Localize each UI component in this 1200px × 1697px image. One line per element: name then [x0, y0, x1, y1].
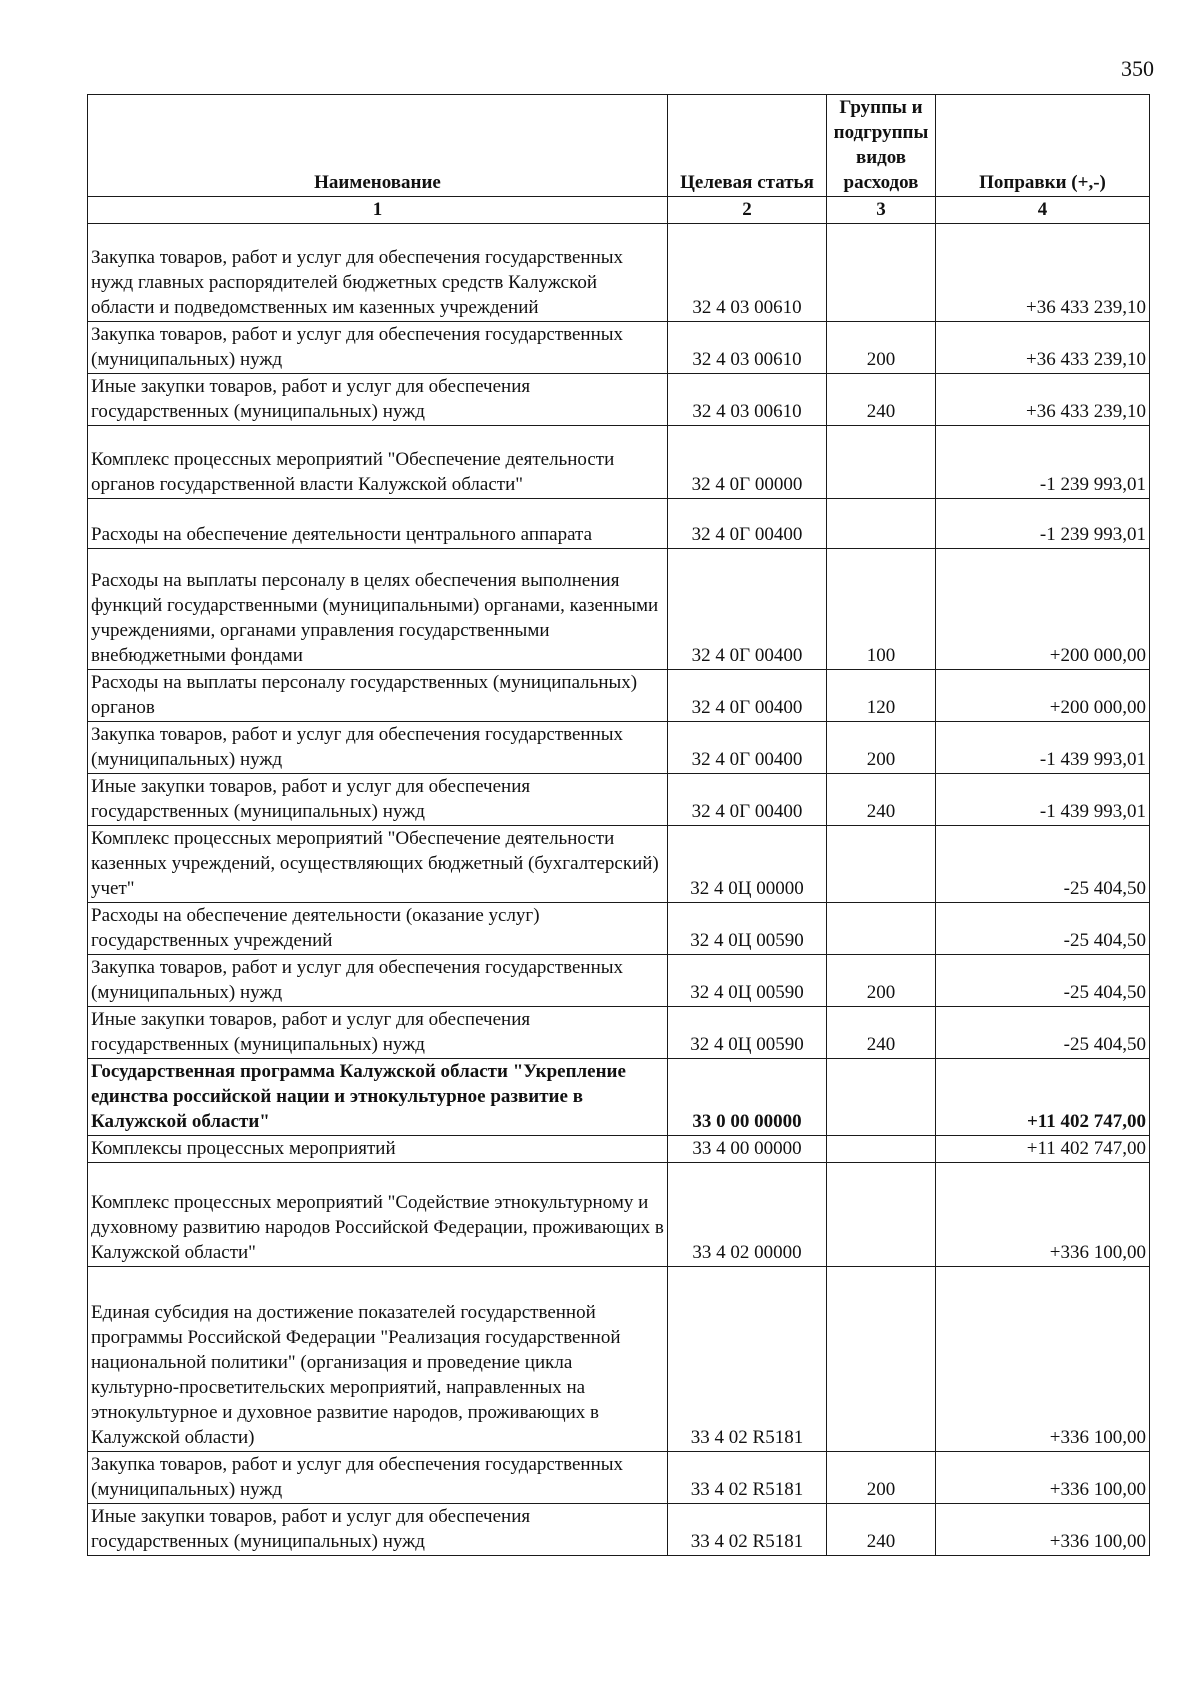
- cell-code: 32 4 0Ц 00590: [668, 955, 827, 1007]
- cell-code: 32 4 03 00610: [668, 224, 827, 322]
- cell-name: Комплекс процессных мероприятий "Обеспечение деятельности органов государственной власти Калужской области": [88, 426, 668, 499]
- table-row: [88, 826, 1150, 903]
- cell-code: 32 4 03 00610: [668, 322, 827, 374]
- cell-kind: 200: [827, 1452, 936, 1504]
- cell-kind: 200: [827, 722, 936, 774]
- cell-code: 33 4 00 00000: [668, 1136, 827, 1163]
- cell-name: Расходы на выплаты персоналу в целях обеспечения выполнения функций государственными (муниципальными) органами, казенными учреждениями, органами управления государственными внебюджетными фондами: [88, 549, 668, 670]
- table-row: [88, 549, 1150, 670]
- cell-kind: 200: [827, 322, 936, 374]
- cell-name: Иные закупки товаров, работ и услуг для обеспечения государственных (муниципальных) нужд: [88, 1007, 668, 1059]
- table-row: [88, 1504, 1150, 1556]
- cell-amount: +336 100,00: [936, 1452, 1150, 1504]
- table-row: [88, 1267, 1150, 1452]
- cell-name: Закупка товаров, работ и услуг для обеспечения государственных (муниципальных) нужд: [88, 722, 668, 774]
- budget-amendments-table: [87, 94, 1150, 1556]
- cell-kind: 120: [827, 670, 936, 722]
- table-row: [88, 426, 1150, 499]
- table-row: [88, 955, 1150, 1007]
- cell-code: 33 4 02 R5181: [668, 1504, 827, 1556]
- cell-amount: -25 404,50: [936, 955, 1150, 1007]
- column-number: 1: [88, 197, 668, 224]
- cell-name: Расходы на обеспечение деятельности центрального аппарата: [88, 499, 668, 549]
- cell-amount: +336 100,00: [936, 1163, 1150, 1267]
- cell-code: 32 4 0Г 00400: [668, 499, 827, 549]
- column-number: 4: [936, 197, 1150, 224]
- page-number: 350: [1121, 56, 1154, 81]
- table-row: [88, 1163, 1150, 1267]
- header-name: Наименование: [88, 95, 668, 197]
- cell-amount: +11 402 747,00: [936, 1059, 1150, 1136]
- cell-code: 33 4 02 00000: [668, 1163, 827, 1267]
- cell-amount: +200 000,00: [936, 670, 1150, 722]
- table-row: [88, 722, 1150, 774]
- cell-name: Комплексы процессных мероприятий: [88, 1136, 668, 1163]
- cell-kind: [827, 826, 936, 903]
- cell-amount: -25 404,50: [936, 903, 1150, 955]
- table-row: [88, 1136, 1150, 1163]
- column-number: 2: [668, 197, 827, 224]
- cell-amount: +36 433 239,10: [936, 322, 1150, 374]
- cell-kind: [827, 1267, 936, 1452]
- table-row: [88, 670, 1150, 722]
- cell-kind: 240: [827, 1504, 936, 1556]
- cell-amount: +336 100,00: [936, 1504, 1150, 1556]
- table-row: [88, 903, 1150, 955]
- cell-amount: -25 404,50: [936, 826, 1150, 903]
- cell-amount: -1 239 993,01: [936, 426, 1150, 499]
- cell-name: Закупка товаров, работ и услуг для обеспечения государственных (муниципальных) нужд: [88, 322, 668, 374]
- cell-name: Иные закупки товаров, работ и услуг для обеспечения государственных (муниципальных) нужд: [88, 774, 668, 826]
- cell-code: 32 4 03 00610: [668, 374, 827, 426]
- cell-kind: 240: [827, 374, 936, 426]
- cell-amount: -25 404,50: [936, 1007, 1150, 1059]
- cell-amount: +36 433 239,10: [936, 224, 1150, 322]
- cell-amount: +11 402 747,00: [936, 1136, 1150, 1163]
- cell-code: 33 4 02 R5181: [668, 1452, 827, 1504]
- cell-code: 32 4 0Г 00400: [668, 670, 827, 722]
- cell-name: Закупка товаров, работ и услуг для обеспечения государственных нужд главных распорядителей бюджетных средств Калужской области и подведомственных им казенных учреждений: [88, 224, 668, 322]
- cell-amount: +36 433 239,10: [936, 374, 1150, 426]
- table-row: [88, 224, 1150, 322]
- cell-kind: [827, 499, 936, 549]
- header-code: Целевая статья: [668, 95, 827, 197]
- cell-name: Комплекс процессных мероприятий "Содействие этнокультурному и духовному развитию народов Российской Федерации, проживающих в Калужской области": [88, 1163, 668, 1267]
- cell-amount: +200 000,00: [936, 549, 1150, 670]
- column-number-row: [88, 197, 1150, 224]
- cell-name: Закупка товаров, работ и услуг для обеспечения государственных (муниципальных) нужд: [88, 1452, 668, 1504]
- cell-kind: [827, 903, 936, 955]
- cell-kind: [827, 1163, 936, 1267]
- cell-code: 32 4 0Г 00400: [668, 722, 827, 774]
- cell-code: 32 4 0Г 00400: [668, 774, 827, 826]
- table-row: [88, 499, 1150, 549]
- cell-kind: 240: [827, 1007, 936, 1059]
- cell-amount: -1 439 993,01: [936, 774, 1150, 826]
- cell-code: 33 0 00 00000: [668, 1059, 827, 1136]
- table-row: [88, 374, 1150, 426]
- cell-code: 32 4 0Г 00400: [668, 549, 827, 670]
- cell-kind: [827, 1059, 936, 1136]
- table-row: [88, 1059, 1150, 1136]
- cell-kind: [827, 1136, 936, 1163]
- table-header-row: [88, 95, 1150, 197]
- cell-code: 32 4 0Ц 00590: [668, 903, 827, 955]
- cell-code: 33 4 02 R5181: [668, 1267, 827, 1452]
- cell-name: Закупка товаров, работ и услуг для обеспечения государственных (муниципальных) нужд: [88, 955, 668, 1007]
- cell-kind: 240: [827, 774, 936, 826]
- cell-amount: -1 239 993,01: [936, 499, 1150, 549]
- cell-name: Государственная программа Калужской области "Укрепление единства российской нации и этнокультурное развитие в Калужской области": [88, 1059, 668, 1136]
- cell-name: Комплекс процессных мероприятий "Обеспечение деятельности казенных учреждений, осуществляющих бюджетный (бухгалтерский) учет": [88, 826, 668, 903]
- cell-name: Расходы на выплаты персоналу государственных (муниципальных) органов: [88, 670, 668, 722]
- cell-amount: +336 100,00: [936, 1267, 1150, 1452]
- cell-code: 32 4 0Ц 00590: [668, 1007, 827, 1059]
- column-number: 3: [827, 197, 936, 224]
- cell-name: Иные закупки товаров, работ и услуг для обеспечения государственных (муниципальных) нужд: [88, 1504, 668, 1556]
- cell-name: Расходы на обеспечение деятельности (оказание услуг) государственных учреждений: [88, 903, 668, 955]
- table-row: [88, 322, 1150, 374]
- cell-amount: -1 439 993,01: [936, 722, 1150, 774]
- cell-kind: 100: [827, 549, 936, 670]
- cell-code: 32 4 0Г 00000: [668, 426, 827, 499]
- header-amount: Поправки (+,-): [936, 95, 1150, 197]
- header-kind: Группы и подгруппы видов расходов: [827, 95, 936, 197]
- cell-kind: [827, 426, 936, 499]
- cell-code: 32 4 0Ц 00000: [668, 826, 827, 903]
- cell-kind: 200: [827, 955, 936, 1007]
- cell-name: Единая субсидия на достижение показателей государственной программы Российской Федерации "Реализация государственной национальной политики" (организация и проведение цикла культурно-просветительских мероприятий, направленных на этнокультурное и духовное развитие народов, проживающих в Калужской области): [88, 1267, 668, 1452]
- cell-name: Иные закупки товаров, работ и услуг для обеспечения государственных (муниципальных) нужд: [88, 374, 668, 426]
- cell-kind: [827, 224, 936, 322]
- table-row: [88, 774, 1150, 826]
- table-row: [88, 1007, 1150, 1059]
- table-row: [88, 1452, 1150, 1504]
